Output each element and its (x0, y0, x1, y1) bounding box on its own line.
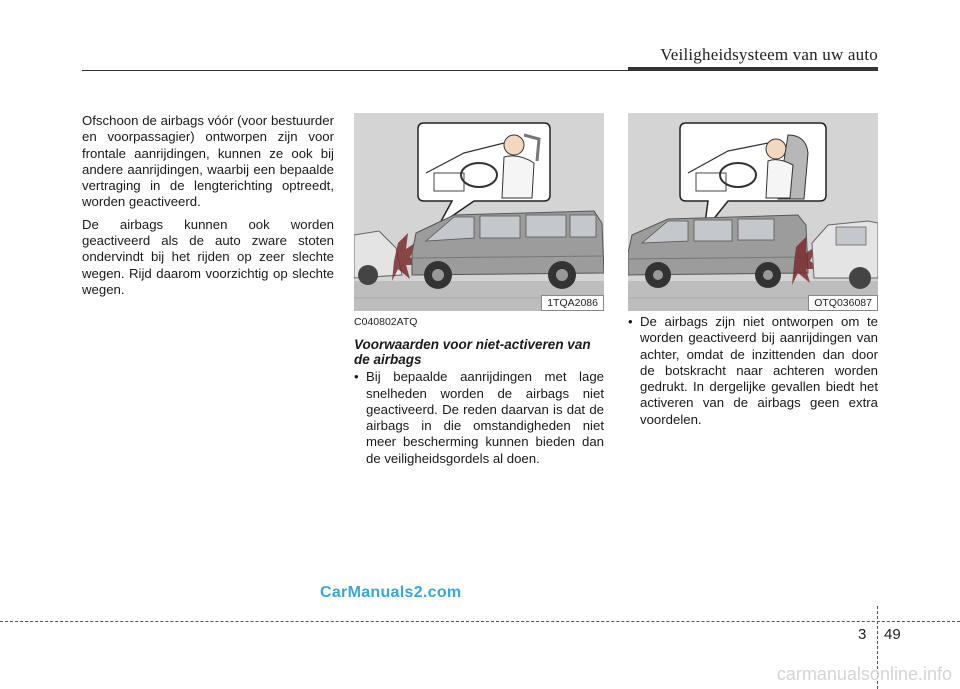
rear-collision-text-column (628, 314, 878, 434)
bullet-item (354, 369, 604, 467)
frontal-collision-illustration (354, 113, 604, 311)
intro-paragraph-1: Ofschoon de airbags vóór (voor bestuurder en voorpassagier) ontworpen zijn voor frontale aanrijdingen, kunnen ze ook bij andere aanrijdingen, waarbij een bepaalde vertraging in de lengterichting optreedt, worden geactiveerd. (82, 113, 334, 210)
footer-rule (0, 621, 960, 622)
figure-frontal-collision (354, 113, 604, 311)
section-subheading: Voorwaarden voor niet-activeren van de airbags (354, 337, 591, 368)
figure-rear-collision (628, 113, 878, 311)
section-code: C040802ATQ (354, 316, 418, 328)
intro-paragraph-2: De airbags kunnen ook worden geactiveerd als de auto zware stoten ondervindt bij het rijden op zeer slechte wegen. Rijd daarom voorzichtig op slechte wegen. (82, 216, 334, 297)
rear-collision-illustration (628, 113, 878, 311)
figure-code-label: OTQ036087 (808, 295, 878, 311)
bullet-marker: • (354, 369, 359, 385)
figure-code-label: 1TQA2086 (541, 295, 604, 311)
bullet-text: De airbags zijn niet ontworpen om te worden geactiveerd bij aanrijdingen van achter, omdat de inzittenden dan door de botskracht naar achteren worden gedrukt. In dergelijke gevallen biedt het activeren van de airbags geen extra voordelen. (640, 314, 878, 427)
running-header-title: Veiligheidsysteem van uw auto (660, 45, 878, 64)
header-rule-accent (628, 67, 878, 71)
bullet-text: Bij bepaalde aanrijdingen met lage snelheden worden de airbags niet geactiveerd. De reden daarvan is dat de airbags in die omstandigheden niet meer bescherming kunnen bieden dan de veiligheidsgordels al doen. (366, 369, 604, 466)
conditions-text-column (354, 314, 604, 473)
bullet-item (628, 314, 878, 428)
watermark-link[interactable]: CarManuals2.com (320, 584, 462, 601)
chapter-number: 3 (858, 626, 867, 643)
page-number: 49 (884, 626, 901, 643)
site-watermark: carmanualsonline.info (776, 664, 952, 684)
bullet-marker: • (628, 314, 633, 329)
intro-text-column (82, 113, 334, 304)
